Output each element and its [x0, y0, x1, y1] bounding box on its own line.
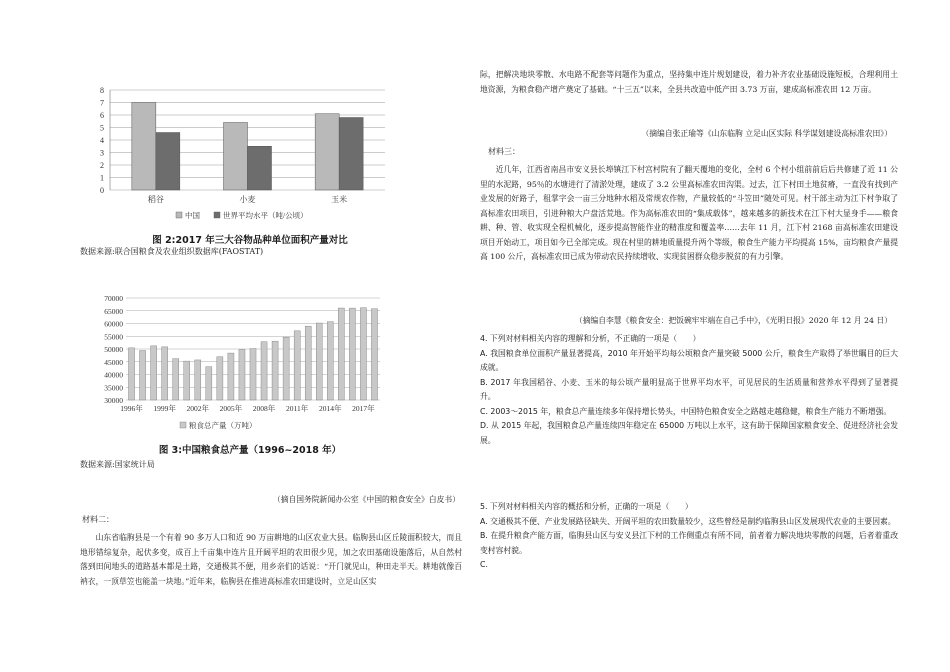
y-tick-label: 35000: [104, 383, 123, 393]
bar: [224, 123, 248, 191]
legend-label: 粮食总产量（万吨）: [189, 421, 257, 430]
bar: [360, 308, 366, 400]
y-tick-label: 50000: [104, 345, 123, 354]
x-tick-label: 2017年: [352, 404, 375, 413]
legend-label: 世界平均水平（吨/公顷）: [223, 211, 308, 220]
x-tick-label: 小麦: [239, 195, 256, 204]
x-tick-label: 1999年: [153, 404, 176, 413]
bar: [184, 361, 190, 400]
bar: [228, 353, 234, 400]
x-tick-label: 2005年: [219, 404, 243, 413]
material3-text: 近几年，江西省南昌市安义县长埠镇江下村宫村院有了翻天覆地的变化，全村 6 个村小组前前后后共修建了近 11 公里的水泥路，95％的水塘进行了清淤处理，建成了 3.2 公里高标准农田沟渠。过去，江下村田土地贫瘠，一直没有找到产业发展的好路子，租掌字会一亩三分地种水稻及常规农作物，产量较低的“斗笠田”随处可见。村干部主动为江下村争取了高标准农田项目，引进种粮大户盘活荒地。作为高标准农田的“集成载体”，越来越多的新技术在江下村大显身手——粮食耕、种、管、收实现全程机械化，逐步提高智能作业的精准度和覆盖率……去年 11 月，江下村 2168 亩高标准农田建设项目开始动工，项目如今已全部完成。现在村里的耕地质量提升两个等级，粮食生产能力平均提高 15%，亩均粮食产量提高 100 公斤，高标准农田已成为带动农民持续增收、实现贫困群众稳步脱贫的有力引擎。: [480, 165, 898, 261]
y-tick-label: 55000: [104, 332, 123, 342]
x-tick-label: 1996年: [120, 404, 143, 413]
y-tick-label: 70000: [104, 294, 123, 303]
x-tick-label: 稻谷: [147, 195, 164, 204]
bar: [156, 133, 180, 191]
x-tick-label: 2014年: [319, 404, 342, 413]
material2-continued: 际，把解决地块零散、水电路不配套等问题作为重点，坚持集中连片规划建设，着力补齐农业基础设施短板，合理利用土地资源，为粮食稳产增产奠定了基础。“十三五”以来，全县共改造中低产田 3.73 万亩，建成高标准农田 12 万亩。: [480, 70, 898, 94]
chart-total-output-svg: [80, 290, 400, 440]
x-tick-label: 玉米: [331, 195, 348, 204]
q5-option-c[interactable]: C.: [480, 560, 488, 569]
y-tick-label: 4: [100, 136, 104, 145]
chart-grain-yield: [80, 82, 400, 227]
y-tick-label: 60000: [104, 319, 123, 329]
bar: [195, 360, 201, 400]
legend-swatch: [180, 422, 186, 428]
q4-stem: 4. 下列对材料相关内容的理解和分析，不正确的一项是（ ）: [480, 334, 701, 343]
x-tick-label: 2011年: [286, 404, 309, 413]
chart3-source: 数据来源:国家统计局: [80, 460, 155, 469]
citation-guangming: （摘编自李慧《粮食安全：把饭碗牢牢端在自己手中》，《光明日报》2020 年 12 月 24 日）: [574, 316, 892, 325]
y-tick-label: 40000: [104, 370, 123, 380]
bar: [283, 337, 289, 400]
bar: [248, 146, 272, 190]
y-tick-label: 7: [100, 98, 104, 108]
y-tick-label: 6: [100, 111, 104, 120]
bar: [151, 346, 157, 400]
citation-whitepaper: （摘自国务院新闻办公室《中国的粮食安全》白皮书）: [272, 495, 460, 504]
x-tick-label: 2002年: [186, 404, 210, 413]
q4-option-c[interactable]: C. 2003～2015 年，粮食总产量连续多年保持增长势头，中国特色粮食安全之路越走越稳健，粮食生产能力不断增强。: [480, 406, 892, 416]
bar: [128, 348, 134, 400]
bar: [239, 350, 245, 400]
bar: [250, 349, 256, 400]
question-4: [480, 332, 898, 448]
material2-heading: 材料二：: [82, 515, 114, 524]
bar: [272, 341, 278, 400]
q5-option-a[interactable]: A. 交通极其不便、产业发展路径缺失、开阔平坦的农田数量较少，这些曾经是制约临朐县山区发展现代农业的主要因素。: [480, 516, 896, 526]
q4-option-b[interactable]: B. 2017 年我国稻谷、小麦、玉米的每公顷产量明显高于世界平均水平，可见居民的生活质量和营养水平得到了显著提升。: [480, 377, 898, 401]
chart-total-output: [80, 290, 400, 440]
citation-linqu: （摘编自张正瑜等《山东临朐 立足山区实际 科学谋划建设高标准农田》）: [641, 129, 892, 138]
bar: [132, 103, 156, 191]
bar: [140, 350, 146, 400]
y-tick-label: 3: [100, 148, 104, 158]
chart2-title: 图 2:2017 年三大谷物品种单位面积产量对比: [152, 235, 348, 246]
y-tick-label: 1: [100, 173, 104, 183]
x-tick-label: 2008年: [252, 404, 276, 413]
chart3-title: 图 3:中国粮食总产量（1996~2018 年）: [158, 445, 342, 456]
bar: [339, 118, 363, 191]
bar: [173, 359, 179, 400]
material2-text: 山东省临朐县是一个有着 90 多万人口和近 90 万亩耕地的山区农业大县。临朐县山区丘陵面积较大，而且地形错综复杂，起伏多变，成百上千亩集中连片且开阔平坦的农田很少见，加之农田基础设施落后，从自然村落到田间地头的道路基本都是土路，交通极其不便，用乡亲们的话说：“开门就见山，种田走半天。耕地就像百衲衣，一顶草笠也能盖一块地。”近年来，临朐县在推进高标准农田建设时，立足山区实: [80, 533, 462, 586]
q4-option-d[interactable]: D. 从 2015 年起，我国粮食总产量连续四年稳定在 65000 万吨以上水平，这有助于保障国家粮食安全、促进经济社会发展。: [480, 421, 898, 445]
y-tick-label: 65000: [104, 306, 123, 316]
bar: [162, 347, 168, 400]
bar: [327, 322, 333, 400]
y-tick-label: 0: [100, 186, 104, 195]
bar: [349, 308, 355, 400]
y-tick-label: 2: [100, 161, 104, 170]
y-tick-label: 8: [100, 86, 104, 95]
chart-grain-yield-svg: [80, 82, 400, 227]
bar: [206, 367, 212, 400]
bar: [294, 331, 300, 400]
y-tick-label: 5: [100, 123, 104, 133]
chart2-source: 数据来源:联合国粮食及农业组织数据库(FAOSTAT): [80, 247, 264, 256]
bar: [261, 342, 267, 400]
bar: [315, 114, 339, 190]
legend-label: 中国: [185, 211, 200, 220]
bar: [371, 309, 377, 400]
bar: [305, 326, 311, 400]
question-5: [480, 500, 898, 573]
bar: [338, 308, 344, 400]
right-column: [480, 0, 900, 672]
q5-option-b[interactable]: B. 在提升粮食产能方面，临朐县山区与安义县江下村的工作侧重点有所不同，前者着力解决地块零散的问题，后者着重改变村容村貌。: [480, 531, 898, 555]
legend-swatch: [214, 212, 220, 218]
material3-heading: 材料三：: [488, 147, 520, 156]
bar: [316, 323, 322, 400]
y-tick-label: 45000: [104, 357, 123, 367]
legend-swatch: [176, 212, 182, 218]
y-tick-label: 30000: [104, 396, 123, 405]
bar: [217, 357, 223, 400]
q5-stem: 5. 下列对材料相关内容的概括和分析，正确的一项是（ ）: [480, 502, 693, 511]
q4-option-a[interactable]: A. 我国粮食单位面积产量显著提高，2010 年开始平均每公顷粮食产量突破 5000 公斤，粮食生产取得了举世瞩目的巨大成就。: [480, 348, 898, 372]
left-column: [80, 0, 480, 672]
